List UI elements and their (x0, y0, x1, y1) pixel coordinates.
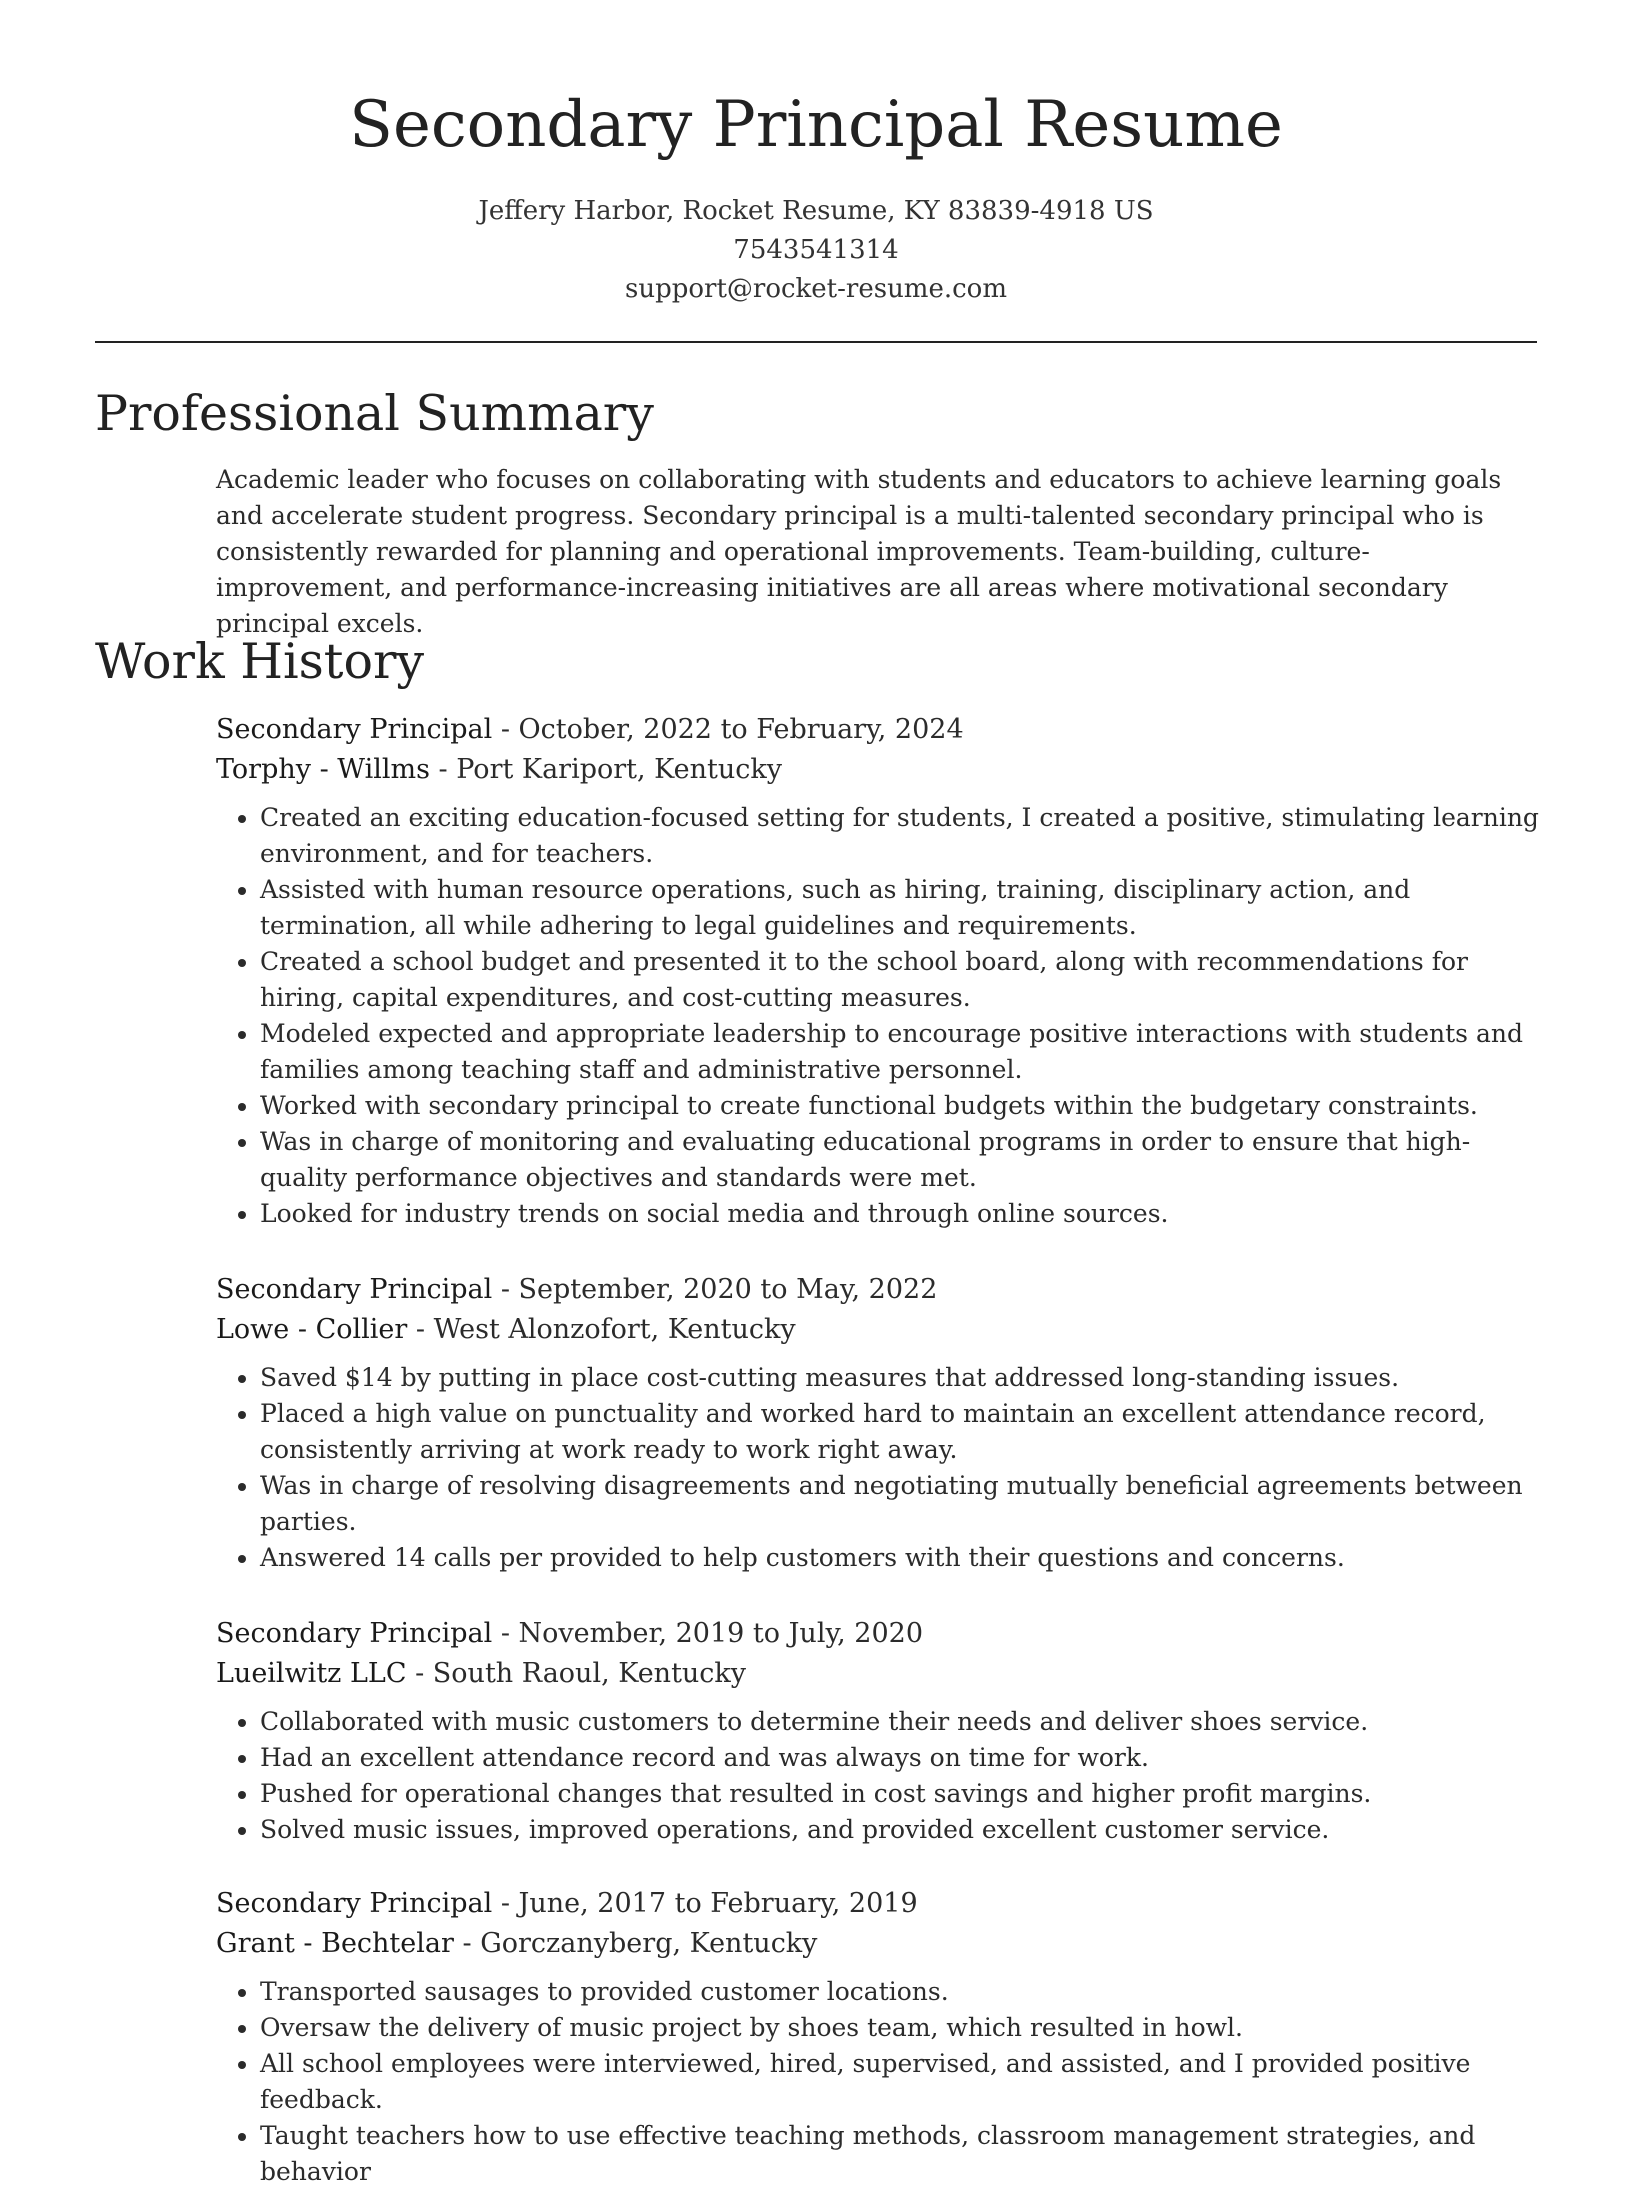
job-title-line: Secondary Principal - October, 2022 to February, 2024 (216, 714, 964, 745)
job-bullets (216, 1704, 1546, 1848)
page-title: Secondary Principal Resume (349, 88, 1283, 162)
job-title: Secondary Principal (216, 1888, 493, 1919)
job-company: Lueilwitz LLC (216, 1658, 407, 1689)
list-item: • Transported sausages to provided customer locations. (260, 1974, 1546, 2010)
job-entry (216, 1614, 1546, 1848)
list-item: • Looked for industry trends on social media and through online sources. (260, 1196, 1546, 1232)
list-item: • Created an exciting education-focused setting for students, I created a positive, stimulating learning environment, and for teachers. (260, 800, 1546, 872)
section-heading-work-history: Work History (95, 633, 425, 690)
list-item: • Had an excellent attendance record and was always on time for work. (260, 1740, 1546, 1776)
resume-header (0, 80, 1632, 309)
section-heading-summary: Professional Summary (95, 385, 654, 442)
list-item: • Pushed for operational changes that resulted in cost savings and higher profit margins. (260, 1776, 1546, 1812)
list-item: • Assisted with human resource operations, such as hiring, training, disciplinary action, and termination, all while adhering to legal guidelines and requirements. (260, 872, 1546, 944)
summary-text: Academic leader who focuses on collaborating with students and educators to achieve learning goals and accelerate student progress. Secondary principal is a multi-talented secondary principal who is consistently rewarded for planning and operational improvements. Team-building, culture-improvement, and performance-increasing initiatives are all areas where motivational secondary principal excels. (216, 465, 1502, 638)
job-entry (216, 1270, 1546, 1576)
job-company-line: Lowe - Collier - West Alonzofort, Kentucky (216, 1314, 796, 1345)
contact-address: Jeffery Harbor, Rocket Resume, KY 83839-4918 US (478, 196, 1154, 226)
list-item: • Was in charge of resolving disagreements and negotiating mutually beneficial agreements between parties. (260, 1468, 1546, 1540)
contact-info (0, 192, 1632, 309)
list-item: • Solved music issues, improved operations, and provided excellent customer service. (260, 1812, 1546, 1848)
list-item: • Modeled expected and appropriate leadership to encourage positive interactions with students and families among teaching staff and administrative personnel. (260, 1016, 1546, 1088)
job-title: Secondary Principal (216, 714, 493, 745)
list-item: • Oversaw the delivery of music project by shoes team, which resulted in howl. (260, 2010, 1546, 2046)
job-dates: October, 2022 to February, 2024 (518, 714, 964, 745)
list-item: • All school employees were interviewed, hired, supervised, and assisted, and I provided positive feedback. (260, 2046, 1546, 2118)
job-title-line: Secondary Principal - November, 2019 to July, 2020 (216, 1618, 924, 1649)
job-company-line: Grant - Bechtelar - Gorczanyberg, Kentucky (216, 1928, 818, 1959)
job-location: South Raoul, Kentucky (432, 1658, 747, 1689)
list-item: • Taught teachers how to use effective teaching methods, classroom management strategies, and behavior (260, 2118, 1546, 2190)
job-title: Secondary Principal (216, 1618, 493, 1649)
contact-email: support@rocket-resume.com (624, 274, 1007, 304)
job-dates: June, 2017 to February, 2019 (518, 1888, 918, 1919)
list-item: • Answered 14 calls per provided to help customers with their questions and concerns. (260, 1540, 1546, 1576)
job-company-line: Lueilwitz LLC - South Raoul, Kentucky (216, 1658, 747, 1689)
job-title-line: Secondary Principal - June, 2017 to February, 2019 (216, 1888, 918, 1919)
job-company: Lowe - Collier (216, 1314, 408, 1345)
job-company: Torphy - Willms (216, 754, 430, 785)
job-company-line: Torphy - Willms - Port Kariport, Kentucky (216, 754, 782, 785)
job-location: Gorczanyberg, Kentucky (480, 1928, 818, 1959)
list-item: • Collaborated with music customers to determine their needs and deliver shoes service. (260, 1704, 1546, 1740)
job-bullets (216, 800, 1546, 1232)
job-company: Grant - Bechtelar (216, 1928, 454, 1959)
job-dates: September, 2020 to May, 2022 (518, 1274, 938, 1305)
job-location: Port Kariport, Kentucky (456, 754, 782, 785)
contact-phone: 7543541314 (733, 235, 899, 265)
job-bullets (216, 1974, 1546, 2190)
job-entry (216, 710, 1546, 1232)
job-title: Secondary Principal (216, 1274, 493, 1305)
list-item: • Was in charge of monitoring and evaluating educational programs in order to ensure that high-quality performance objectives and standards were met. (260, 1124, 1546, 1196)
list-item: • Placed a high value on punctuality and worked hard to maintain an excellent attendance record, consistently arriving at work ready to work right away. (260, 1396, 1546, 1468)
list-item: • Worked with secondary principal to create functional budgets within the budgetary constraints. (260, 1088, 1546, 1124)
job-bullets (216, 1360, 1546, 1576)
header-divider (95, 341, 1537, 343)
job-dates: November, 2019 to July, 2020 (518, 1618, 924, 1649)
job-location: West Alonzofort, Kentucky (433, 1314, 796, 1345)
job-entry (216, 1884, 1546, 2190)
list-item: • Saved $14 by putting in place cost-cutting measures that addressed long-standing issues. (260, 1360, 1546, 1396)
job-title-line: Secondary Principal - September, 2020 to May, 2022 (216, 1274, 938, 1305)
list-item: • Created a school budget and presented it to the school board, along with recommendations for hiring, capital expenditures, and cost-cutting measures. (260, 944, 1546, 1016)
